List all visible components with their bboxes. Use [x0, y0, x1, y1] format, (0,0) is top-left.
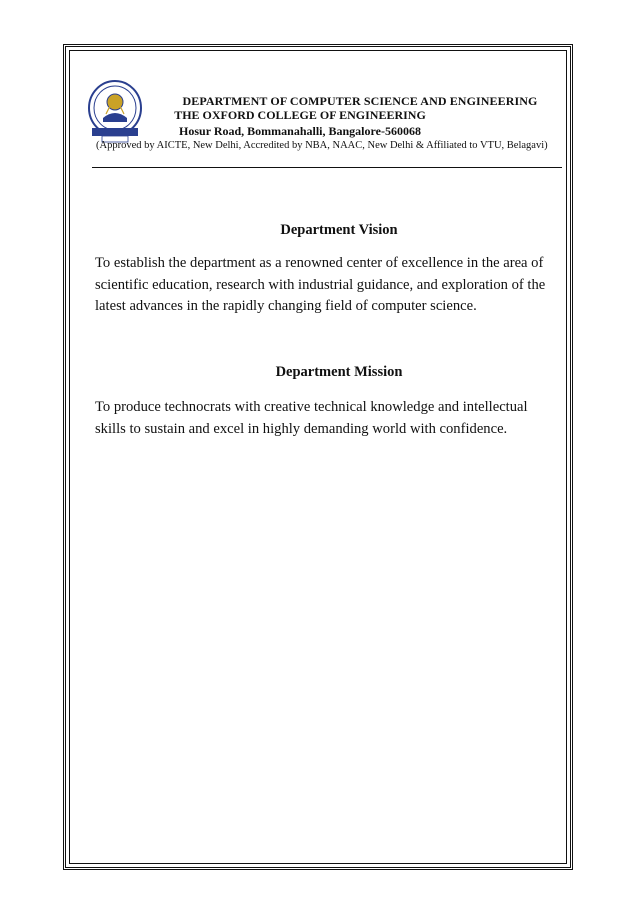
page-border-inner	[69, 50, 567, 864]
vision-paragraph	[95, 253, 565, 318]
vision-line: To establish the department as a renowned center of excellence in the area of	[95, 255, 544, 271]
header-department: DEPARTMENT OF COMPUTER SCIENCE AND ENGINEERING	[182, 94, 538, 108]
mission-paragraph	[95, 397, 565, 440]
header-address: Hosur Road, Bommanahalli, Bangalore-560068	[179, 124, 421, 138]
header-approval-note: (Approved by AICTE, New Delhi, Accredited by NBA, NAAC, New Delhi & Affiliated to VTU, Belagavi)	[96, 140, 548, 151]
mission-line: skills to sustain and excel in highly demanding world with confidence.	[95, 420, 508, 437]
vision-line: latest advances in the rapidly changing field of computer science.	[95, 298, 477, 314]
mission-line: To produce technocrats with creative technical knowledge and intellectual	[95, 399, 528, 415]
vision-title: Department Vision	[280, 222, 398, 238]
header-divider	[92, 167, 562, 168]
mission-title: Department Mission	[275, 364, 403, 380]
vision-line: scientific education, research with industrial guidance, and exploration of the	[95, 276, 546, 293]
header-college-name: THE OXFORD COLLEGE OF ENGINEERING	[174, 108, 426, 122]
